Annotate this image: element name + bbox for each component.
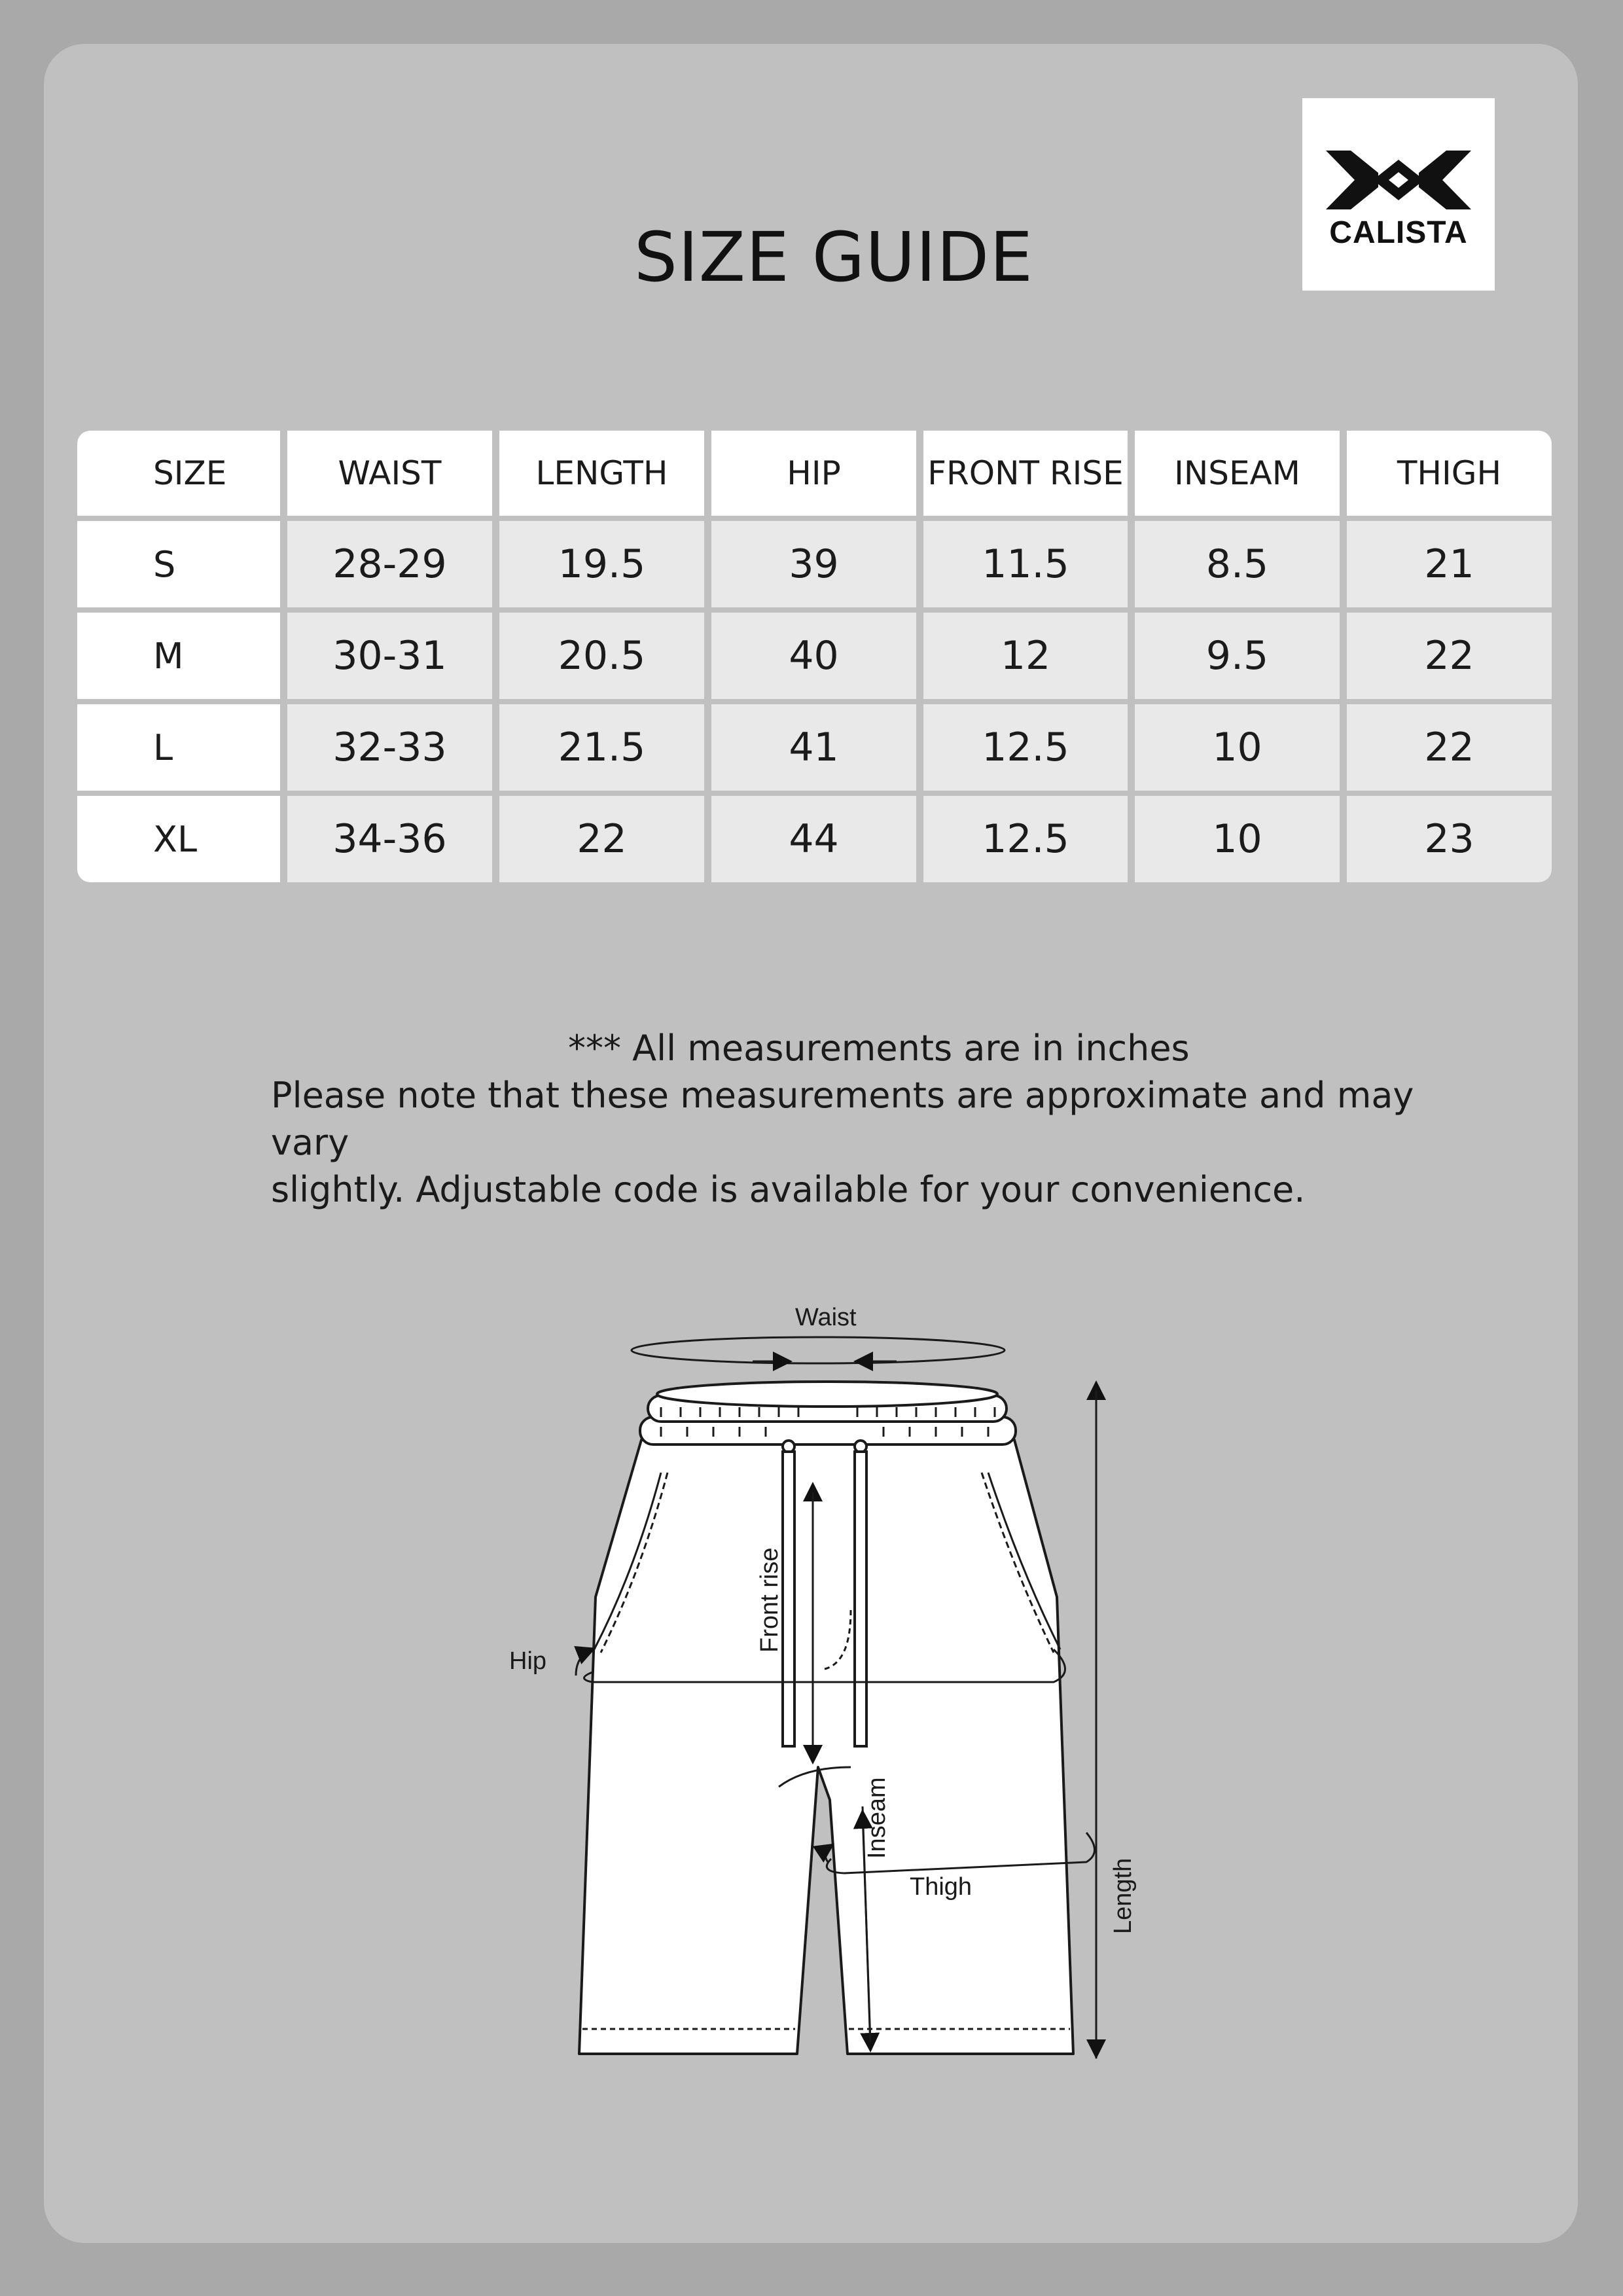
header-size: SIZE [77, 431, 280, 516]
cell-thigh: 22 [1347, 704, 1552, 791]
waist-measure-loop [632, 1337, 1005, 1363]
cell-waist: 28-29 [287, 521, 492, 607]
cell-waist: 34-36 [287, 796, 492, 882]
row-size-label: S [77, 521, 280, 607]
label-thigh: Thigh [910, 1873, 972, 1901]
cell-front-rise: 12 [923, 613, 1128, 699]
cell-front-rise: 11.5 [923, 521, 1128, 607]
cell-waist: 32-33 [287, 704, 492, 791]
units-note: *** All measurements are in inches [568, 1028, 1190, 1069]
cell-inseam: 8.5 [1135, 521, 1340, 607]
cell-inseam: 10 [1135, 704, 1340, 791]
row-size-label: M [77, 613, 280, 699]
shorts-diagram [484, 1289, 1178, 2075]
header-thigh: THIGH [1347, 431, 1552, 516]
row-size-label: XL [77, 796, 280, 882]
cell-length: 22 [499, 796, 704, 882]
label-inseam: Inseam [863, 1777, 891, 1859]
cell-length: 19.5 [499, 521, 704, 607]
header-inseam: INSEAM [1135, 431, 1340, 516]
drawstring-right [855, 1452, 866, 1746]
cell-front-rise: 12.5 [923, 704, 1128, 791]
brand-name: CALISTA [1329, 215, 1468, 250]
header-hip: HIP [711, 431, 916, 516]
calista-logo-icon [1326, 151, 1471, 209]
disclaimer-line-2: slightly. Adjustable code is available for your convenience. [271, 1169, 1306, 1210]
page-title: SIZE GUIDE [634, 217, 1033, 297]
label-front-rise: Front rise [756, 1547, 783, 1653]
cell-front-rise: 12.5 [923, 796, 1128, 882]
cell-thigh: 23 [1347, 796, 1552, 882]
cell-thigh: 22 [1347, 613, 1552, 699]
size-table [77, 431, 1552, 882]
shorts-outline [579, 1440, 1073, 2054]
disclaimer-line-1: Please note that these measurements are approximate and may vary [271, 1075, 1414, 1163]
waistband-top [657, 1382, 997, 1407]
cell-inseam: 9.5 [1135, 613, 1340, 699]
label-length: Length [1109, 1857, 1137, 1934]
cell-hip: 40 [711, 613, 916, 699]
cell-hip: 39 [711, 521, 916, 607]
measurement-notes [271, 1025, 1449, 1213]
header-length: LENGTH [499, 431, 704, 516]
row-size-label: L [77, 704, 280, 791]
cell-thigh: 21 [1347, 521, 1552, 607]
cell-waist: 30-31 [287, 613, 492, 699]
label-hip: Hip [509, 1647, 547, 1675]
drawstring-left [783, 1452, 794, 1746]
label-waist: Waist [795, 1304, 857, 1331]
cell-hip: 41 [711, 704, 916, 791]
cell-inseam: 10 [1135, 796, 1340, 882]
cell-hip: 44 [711, 796, 916, 882]
header-front-rise: FRONT RISE [923, 431, 1128, 516]
cell-length: 21.5 [499, 704, 704, 791]
cell-length: 20.5 [499, 613, 704, 699]
header-waist: WAIST [287, 431, 492, 516]
